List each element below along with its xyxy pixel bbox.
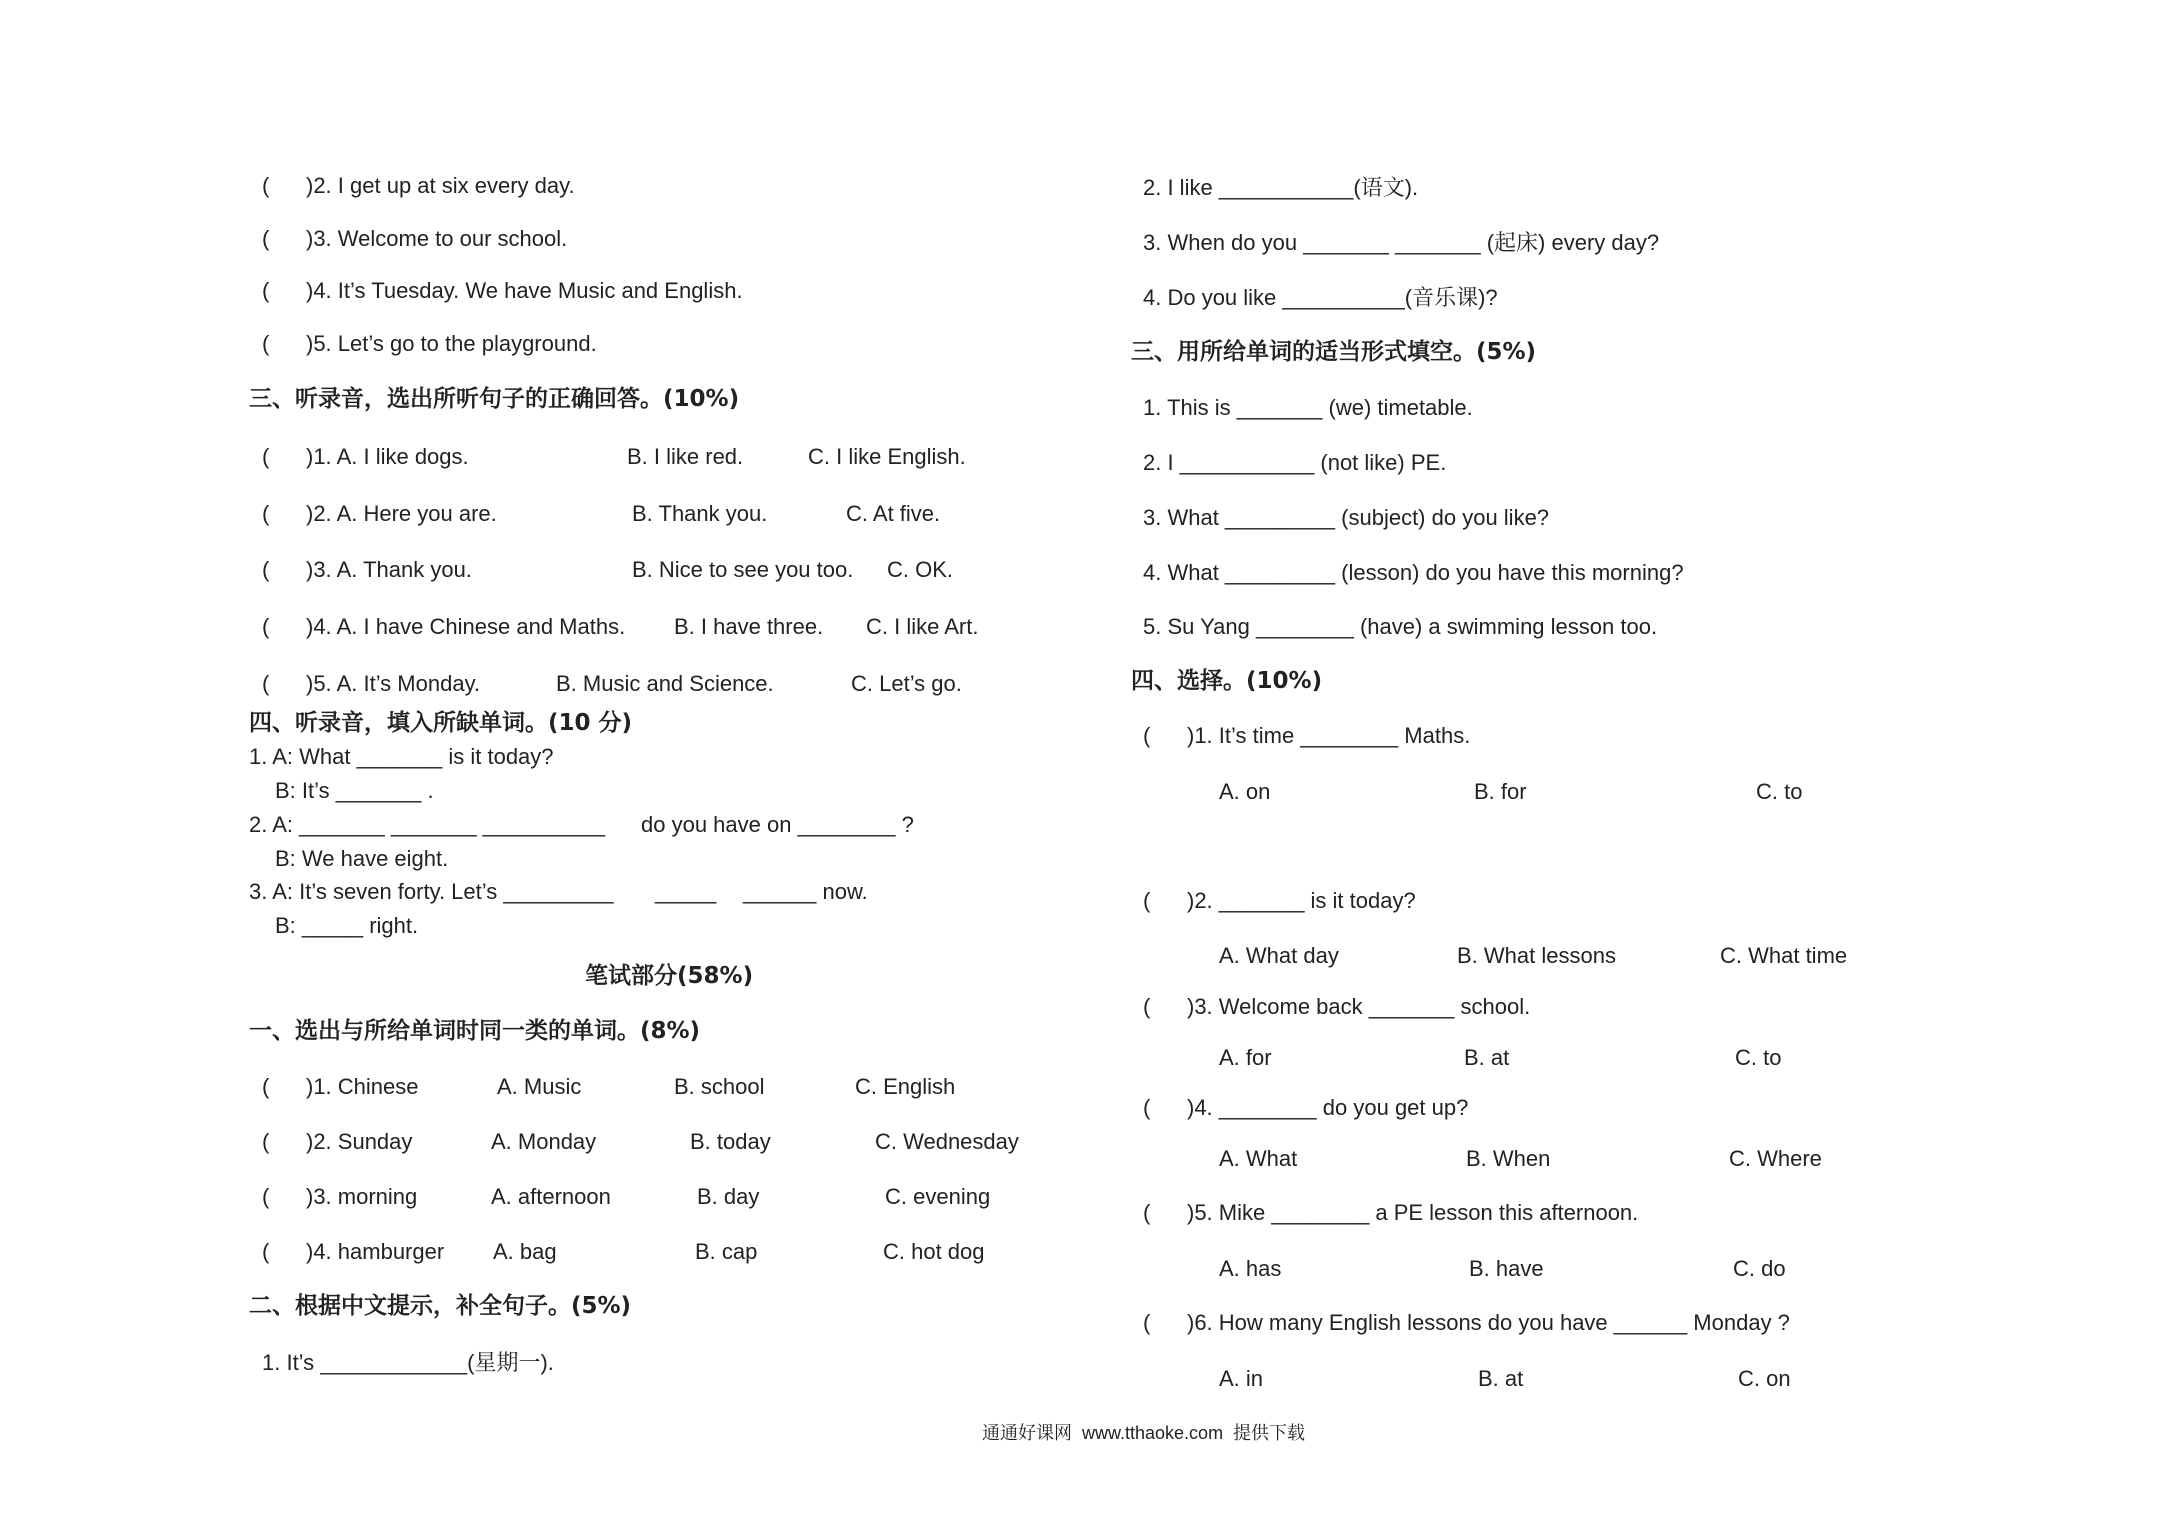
fill-in-item: 4. Do you like __________(音乐课)?: [1143, 285, 1498, 310]
option-c: C. evening: [885, 1184, 991, 1209]
dialogue-line: B: _____ right.: [275, 913, 419, 938]
option-c: C. Let’s go.: [851, 671, 962, 696]
question-text: )1. Chinese: [306, 1074, 419, 1099]
dialogue-line: B: It’s _______ .: [275, 778, 434, 803]
option-b: B. Thank you.: [632, 501, 768, 526]
answer-bracket: (: [1143, 888, 1151, 913]
question-text: )1. It’s time ________ Maths.: [1187, 723, 1471, 748]
option-c: C. to: [1756, 779, 1803, 804]
answer-bracket: (: [262, 1074, 270, 1099]
option-c: C. Wednesday: [875, 1129, 1019, 1154]
dialogue-line: _____: [655, 879, 717, 904]
option-c: C. What time: [1720, 943, 1848, 968]
option-a: A. has: [1219, 1256, 1282, 1281]
question-text: )5. Mike ________ a PE lesson this afternoon.: [1187, 1200, 1639, 1225]
fill-in-item: 3. What _________ (subject) do you like?: [1143, 505, 1550, 530]
written-part-title: 笔试部分(58%): [585, 963, 754, 989]
answer-bracket: (: [262, 1184, 270, 1209]
dialogue-line: do you have on ________ ?: [641, 812, 914, 837]
option-b: B. Nice to see you too.: [632, 557, 854, 582]
fill-in-item: 2. I ___________ (not like) PE.: [1143, 450, 1447, 475]
option-c: C. I like English.: [808, 444, 966, 469]
option-a: A. What: [1219, 1146, 1298, 1171]
answer-bracket: (: [262, 173, 270, 198]
answer-bracket: (: [1143, 1095, 1151, 1120]
option-a: A. on: [1219, 779, 1271, 804]
answer-bracket: (: [262, 226, 270, 251]
answer-bracket: (: [262, 501, 270, 526]
option-c: C. on: [1738, 1366, 1791, 1391]
option-a: A. for: [1219, 1045, 1272, 1070]
answer-bracket: (: [1143, 1200, 1151, 1225]
question-text: )2. I get up at six every day.: [306, 173, 575, 198]
question-text: )5. A. It’s Monday.: [306, 671, 481, 696]
answer-bracket: (: [1143, 1310, 1151, 1335]
question-text: )2. Sunday: [306, 1129, 413, 1154]
footer-source: 通通好课网 www.tthaoke.com 提供下载: [982, 1423, 1306, 1443]
question-text: )3. morning: [306, 1184, 418, 1209]
option-c: C. do: [1733, 1256, 1786, 1281]
question-text: )3. Welcome back _______ school.: [1187, 994, 1531, 1019]
dialogue-line: B: We have eight.: [275, 846, 449, 871]
option-b: B. at: [1478, 1366, 1524, 1391]
option-a: A. bag: [493, 1239, 557, 1264]
section-heading: 四、选择。(10%): [1131, 668, 1323, 694]
option-b: B. have: [1469, 1256, 1544, 1281]
option-a: A. Monday: [491, 1129, 597, 1154]
fill-in-item: 4. What _________ (lesson) do you have this morning?: [1143, 560, 1684, 585]
option-c: C. OK.: [887, 557, 954, 582]
answer-bracket: (: [262, 331, 270, 356]
fill-in-item: 1. It’s ____________(星期一).: [262, 1350, 554, 1375]
question-text: )6. How many English lessons do you have ______ Monday ?: [1187, 1310, 1790, 1335]
fill-in-item: 2. I like ___________(语文).: [1143, 175, 1419, 200]
question-text: )4. A. I have Chinese and Maths.: [306, 614, 626, 639]
section-heading: 一、选出与所给单词时同一类的单词。(8%): [249, 1018, 701, 1044]
fill-in-item: 1. This is _______ (we) timetable.: [1143, 395, 1473, 420]
option-a: A. in: [1219, 1366, 1264, 1391]
option-b: B. at: [1464, 1045, 1510, 1070]
question-text: )4. ________ do you get up?: [1187, 1095, 1469, 1120]
option-b: B. today: [690, 1129, 771, 1154]
question-text: )3. Welcome to our school.: [306, 226, 568, 251]
question-text: )4. It’s Tuesday. We have Music and English.: [306, 278, 743, 303]
option-b: B. What lessons: [1457, 943, 1616, 968]
answer-bracket: (: [262, 1239, 270, 1264]
fill-in-item: 5. Su Yang ________ (have) a swimming lesson too.: [1143, 614, 1658, 639]
dialogue-line: 2. A: _______ _______ __________: [249, 812, 606, 837]
answer-bracket: (: [262, 557, 270, 582]
dialogue-line: 3. A: It’s seven forty. Let’s _________: [249, 879, 614, 904]
dialogue-line: ______ now.: [743, 879, 868, 904]
dialogue-line: 1. A: What _______ is it today?: [249, 744, 554, 769]
option-c: C. to: [1735, 1045, 1782, 1070]
option-b: B. Music and Science.: [556, 671, 774, 696]
option-a: A. Music: [497, 1074, 582, 1099]
option-c: C. hot dog: [883, 1239, 985, 1264]
option-b: B. I like red.: [627, 444, 744, 469]
question-text: )1. A. I like dogs.: [306, 444, 469, 469]
option-c: C. Where: [1729, 1146, 1822, 1171]
option-b: B. When: [1466, 1146, 1551, 1171]
answer-bracket: (: [262, 278, 270, 303]
option-b: B. school: [674, 1074, 765, 1099]
section-heading: 四、听录音，填入所缺单词。(10 分): [249, 710, 633, 736]
question-text: )2. A. Here you are.: [306, 501, 497, 526]
question-text: )4. hamburger: [306, 1239, 445, 1264]
fill-in-item: 3. When do you _______ _______ (起床) every day?: [1143, 230, 1660, 255]
answer-bracket: (: [262, 671, 270, 696]
section-heading: 三、用所给单词的适当形式填空。(5%): [1131, 339, 1537, 365]
option-b: B. day: [697, 1184, 760, 1209]
question-text: )5. Let’s go to the playground.: [306, 331, 597, 356]
option-c: C. English: [855, 1074, 956, 1099]
question-text: )2. _______ is it today?: [1187, 888, 1416, 913]
answer-bracket: (: [1143, 994, 1151, 1019]
answer-bracket: (: [262, 614, 270, 639]
answer-bracket: (: [262, 444, 270, 469]
option-b: B. for: [1474, 779, 1527, 804]
option-b: B. I have three.: [674, 614, 824, 639]
section-heading: 三、听录音，选出所听句子的正确回答。(10%): [249, 386, 740, 412]
option-a: A. What day: [1219, 943, 1339, 968]
answer-bracket: (: [262, 1129, 270, 1154]
question-text: )3. A. Thank you.: [306, 557, 472, 582]
section-heading: 二、根据中文提示，补全句子。(5%): [249, 1293, 632, 1319]
option-c: C. At five.: [846, 501, 941, 526]
answer-bracket: (: [1143, 723, 1151, 748]
option-a: A. afternoon: [491, 1184, 611, 1209]
option-b: B. cap: [695, 1239, 758, 1264]
option-c: C. I like Art.: [866, 614, 979, 639]
